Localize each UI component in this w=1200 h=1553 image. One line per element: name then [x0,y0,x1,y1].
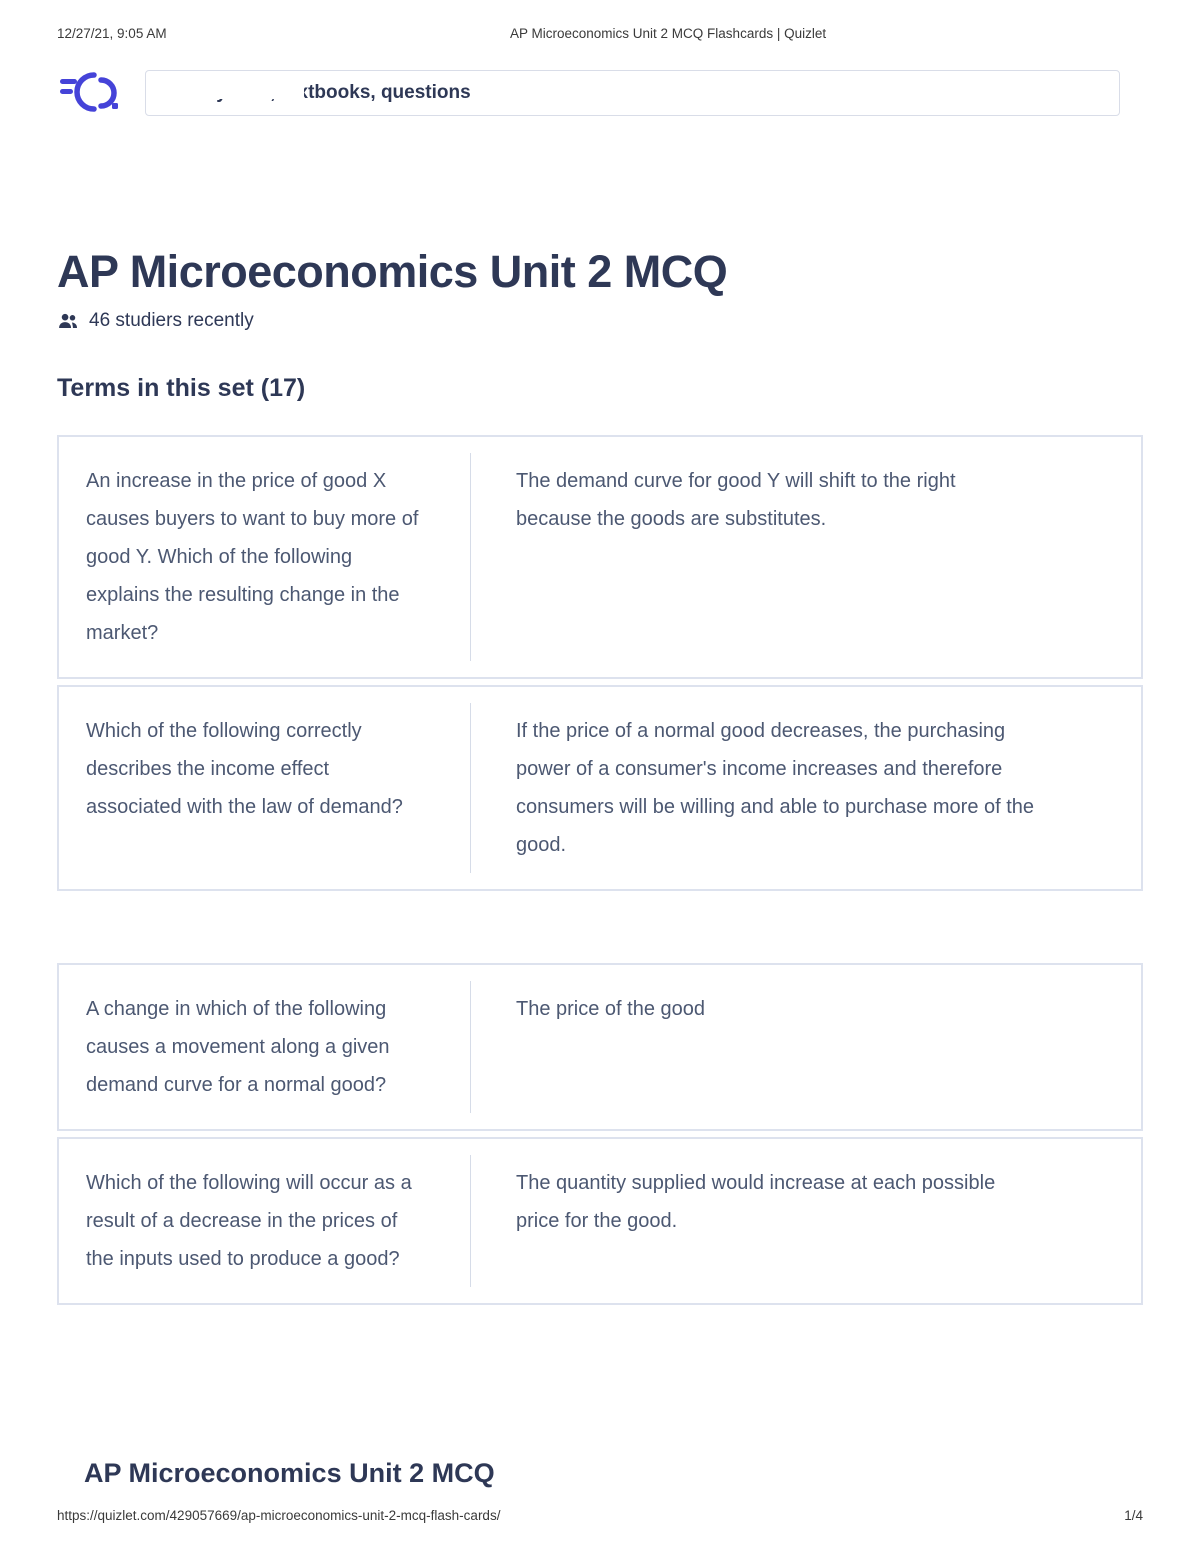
studiers-label: 46 studiers recently [89,310,254,331]
definition-text: If the price of a normal good decreases, the purchasing power of a consumer's income increases and therefore consumers will be willing and able to purchase more of the good. [516,720,1035,856]
page-title: AP Microeconomics Unit 2 MCQ [57,246,728,297]
term-text: A change in which of the following causes a movement along a given demand curve for a normal good? [86,998,390,1096]
definition-text: The quantity supplied would increase at each possible price for the good. [516,1172,996,1232]
search-input[interactable] [146,71,1119,115]
term-text: Which of the following will occur as a result of a decrease in the prices of the inputs used to produce a good? [86,1172,412,1270]
term-definition-divider [470,1155,471,1287]
print-header-title: AP Microeconomics Unit 2 MCQ Flashcards | Quizlet [510,26,827,41]
definition-cell [470,1139,1141,1303]
terms-in-set-heading: Terms in this set (17) [57,374,306,402]
flashcard [57,685,1143,891]
definition-text: The price of the good [516,998,706,1020]
quizlet-logo-icon [60,72,136,114]
term-text: Which of the following correctly describes the income effect associated with the law of demand? [86,720,403,818]
print-footer-page-number: 1/4 [1124,1508,1143,1523]
studiers-count [57,310,254,332]
flashcard-group-1 [57,435,1143,891]
term-cell [59,965,470,1129]
term-cell [59,687,470,889]
term-cell [59,1139,470,1303]
term-definition-divider [470,453,471,661]
print-header-timestamp: 12/27/21, 9:05 AM [57,26,167,41]
term-definition-divider [470,703,471,873]
quizlet-logo[interactable] [60,72,136,114]
print-footer-url: https://quizlet.com/429057669/ap-microeconomics-unit-2-mcq-flash-cards/ [57,1508,501,1523]
definition-cell [470,687,1141,889]
definition-cell [470,437,1141,677]
flashcard [57,963,1143,1131]
term-definition-divider [470,981,471,1113]
print-footer [57,1508,1143,1523]
search-bar [145,70,1120,116]
flashcard-group-2 [57,963,1143,1305]
term-cell [59,437,470,677]
flashcard [57,1137,1143,1305]
definition-text: The demand curve for good Y will shift to the right because the goods are substitutes. [516,470,956,530]
studiers-group-icon [57,310,79,332]
definition-cell [470,965,1141,1129]
bottom-set-title: AP Microeconomics Unit 2 MCQ [84,1458,495,1488]
flashcard [57,435,1143,679]
term-text: An increase in the price of good X causes buyers to want to buy more of good Y. Which of the following explains the resulting change in the market? [86,470,419,644]
print-header [57,26,1143,41]
